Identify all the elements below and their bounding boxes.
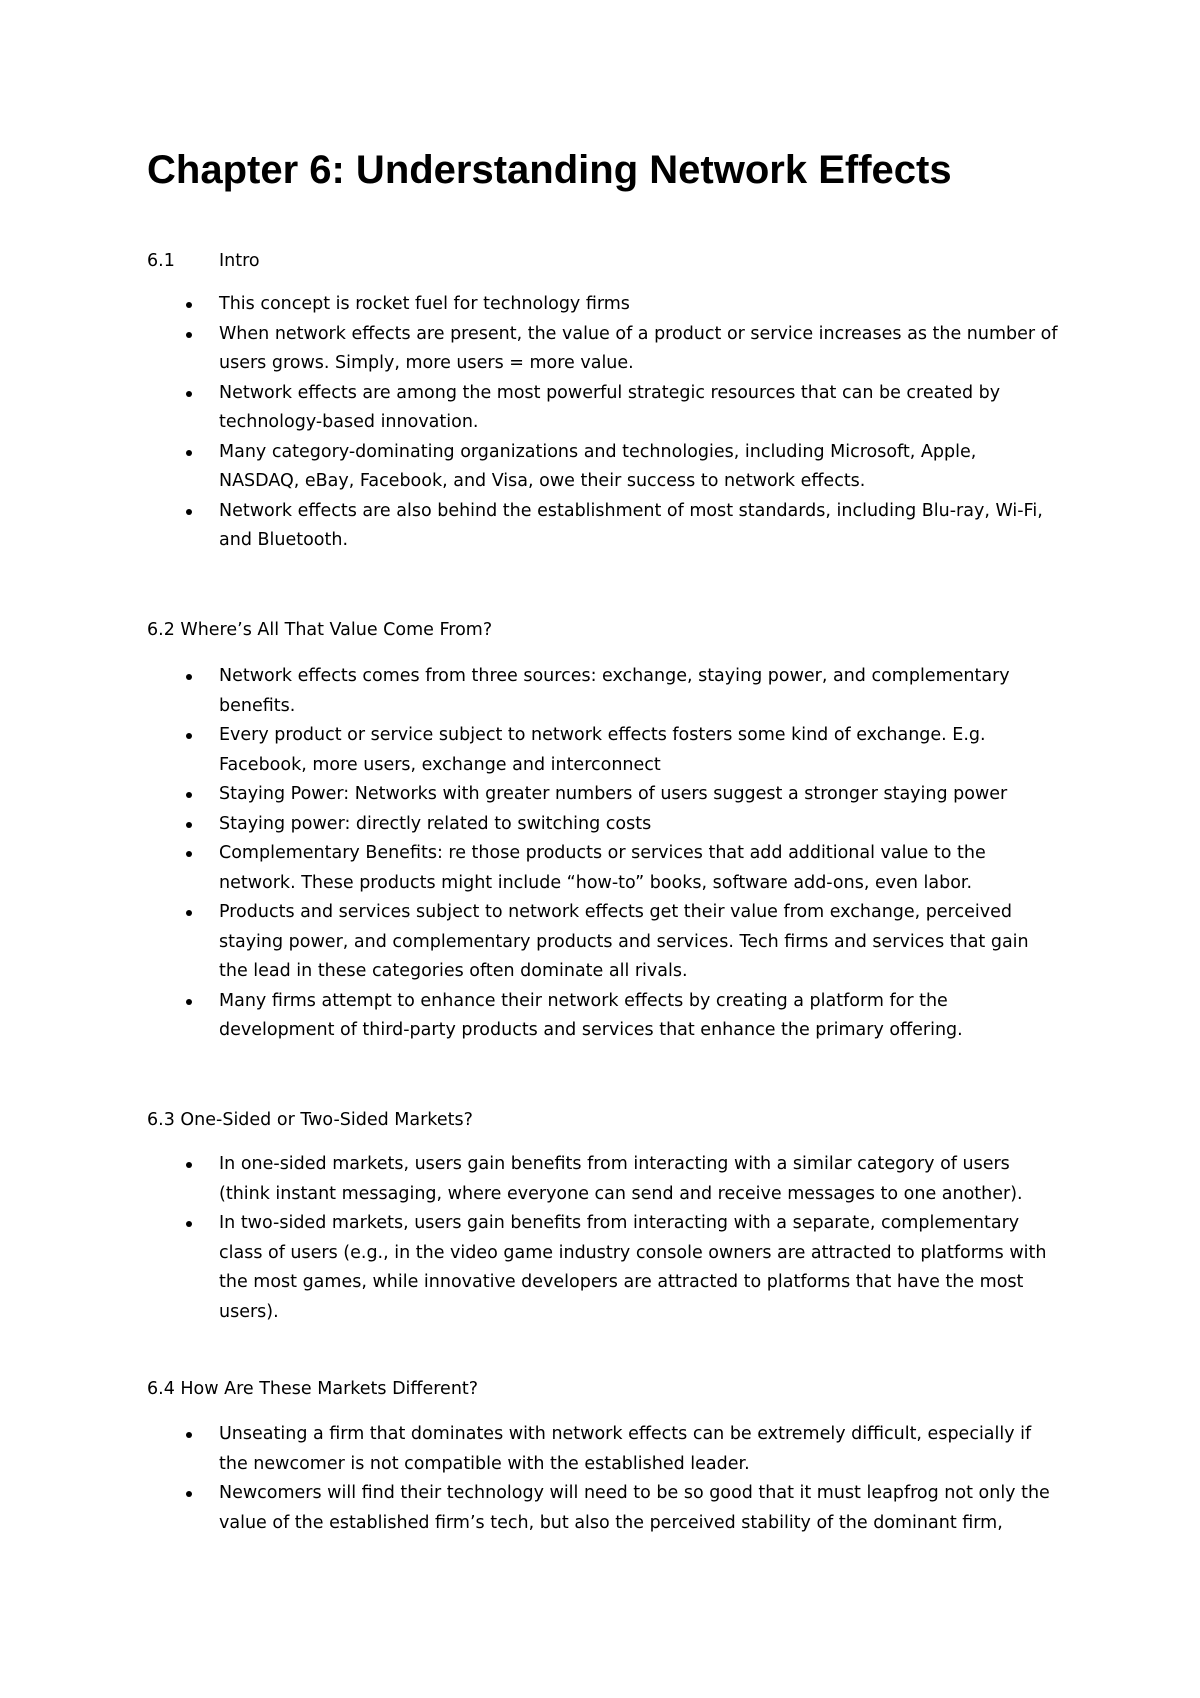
bullet-icon xyxy=(186,851,192,857)
list-item: Every product or service subject to network effects fosters some kind of exchange. E.g. Facebook, more users, exchange and interconnect xyxy=(0,721,1059,780)
bullet-list-6-4 xyxy=(0,1420,1059,1538)
section-heading-6-4: 6.4 How Are These Markets Different? xyxy=(147,1379,479,1399)
bullet-icon xyxy=(186,792,192,798)
list-item: Unseating a firm that dominates with network effects can be extremely difficult, especially if the newcomer is not compatible with the established leader. xyxy=(0,1420,1059,1479)
list-item: Complementary Benefits: re those products or services that add additional value to the network. These products might include “how-to” books, software add-ons, even labor. xyxy=(0,839,1059,898)
list-item: Network effects are also behind the establishment of most standards, including Blu-ray, Wi-Fi, and Bluetooth. xyxy=(0,497,1059,556)
bullet-icon xyxy=(186,1221,192,1227)
list-item: Staying Power: Networks with greater numbers of users suggest a stronger staying power xyxy=(0,780,1059,810)
bullet-icon xyxy=(186,332,192,338)
list-item: Staying power: directly related to switching costs xyxy=(0,810,1059,840)
section-number: 6.1 xyxy=(147,251,175,271)
bullet-icon xyxy=(186,1491,192,1497)
bullet-icon xyxy=(186,674,192,680)
bullet-list-6-3 xyxy=(0,1150,1059,1327)
bullet-icon xyxy=(186,910,192,916)
list-item: In one-sided markets, users gain benefits from interacting with a similar category of users (think instant messaging, where everyone can send and receive messages to one another). xyxy=(0,1150,1059,1209)
section-title: Intro xyxy=(219,251,260,271)
bullet-list-6-1 xyxy=(0,290,1059,556)
list-item: Network effects comes from three sources: exchange, staying power, and complementary benefits. xyxy=(0,662,1059,721)
bullet-icon xyxy=(186,391,192,397)
list-item: This concept is rocket fuel for technology firms xyxy=(0,290,1059,320)
page-title: Chapter 6: Understanding Network Effects xyxy=(147,148,952,192)
list-item: Products and services subject to network effects get their value from exchange, perceived staying power, and complementary products and services. Tech firms and services that gain the lead in these categories often dominate all rivals. xyxy=(0,898,1059,987)
bullet-icon xyxy=(186,733,192,739)
bullet-icon xyxy=(186,1162,192,1168)
section-heading-6-3: 6.3 One-Sided or Two-Sided Markets? xyxy=(147,1110,473,1130)
section-heading-6-1 xyxy=(147,246,260,276)
bullet-icon xyxy=(186,450,192,456)
list-item: Many firms attempt to enhance their network effects by creating a platform for the development of third-party products and services that enhance the primary offering. xyxy=(0,987,1059,1046)
section-heading-6-2: 6.2 Where’s All That Value Come From? xyxy=(147,620,493,640)
bullet-icon xyxy=(186,302,192,308)
bullet-icon xyxy=(186,822,192,828)
bullet-icon xyxy=(186,999,192,1005)
list-item: Newcomers will find their technology will need to be so good that it must leapfrog not only the value of the established firm’s tech, but also the perceived stability of the dominant firm, xyxy=(0,1479,1059,1538)
list-item: When network effects are present, the value of a product or service increases as the number of users grows. Simply, more users = more value. xyxy=(0,320,1059,379)
bullet-icon xyxy=(186,509,192,515)
list-item: Network effects are among the most powerful strategic resources that can be created by technology-based innovation. xyxy=(0,379,1059,438)
bullet-icon xyxy=(186,1432,192,1438)
list-item: Many category-dominating organizations and technologies, including Microsoft, Apple, NASDAQ, eBay, Facebook, and Visa, owe their success to network effects. xyxy=(0,438,1059,497)
list-item: In two-sided markets, users gain benefits from interacting with a separate, complementary class of users (e.g., in the video game industry console owners are attracted to platforms with the most games, while innovative developers are attracted to platforms that have the most users). xyxy=(0,1209,1059,1327)
bullet-list-6-2 xyxy=(0,662,1059,1046)
